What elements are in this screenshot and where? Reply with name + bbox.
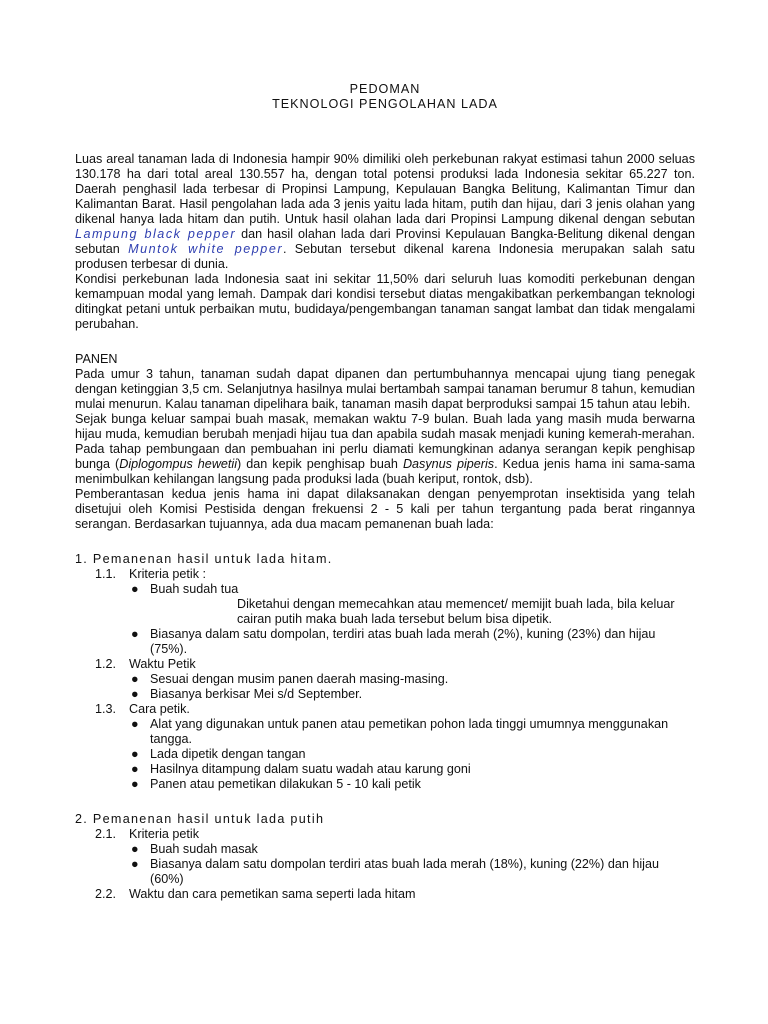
title-line-1: PEDOMAN <box>349 82 421 96</box>
subsection-1-2: 1.2. Waktu Petik <box>95 657 196 671</box>
lampung-black-pepper-term: Lampung black pepper <box>75 227 237 241</box>
section-2-title: 2. Pemanenan hasil untuk lada putih <box>75 812 325 826</box>
subsection-1-3: 1.3. Cara petik. <box>95 702 190 716</box>
list-item: ● Biasanya berkisar Mei s/d September. <box>131 687 363 701</box>
subsection-2-1: 2.1. Kriteria petik <box>95 827 199 841</box>
list-item: ● Hasilnya ditampung dalam suatu wadah atau karung goni <box>131 762 471 776</box>
intro-paragraph-2: Kondisi perkebunan lada Indonesia saat ini sekitar 11,50% dari seluruh luas komoditi perkebunan dengan kemampuan modal yang lemah. Dampak dari kondisi tersebut diatas mengakibatkan perkembangan teknologi ditingkat petani untuk perbaikan mutu, budidaya/pengembangan tanaman sangat lambat dan tidak mengalami perubahan. <box>75 272 695 331</box>
title-line-2: TEKNOLOGI PENGOLAHAN LADA <box>272 97 498 111</box>
panen-paragraph-3: Pemberantasan kedua jenis hama ini dapat dilaksanakan dengan penyemprotan insektisida yang telah disetujui oleh Komisi Pestisida dengan frekuensi 2 - 5 kali per tahun tergantung pada berat ringannya serangan. Berdasarkan tujuannya, ada dua macam pemanenan buah lada: <box>75 487 695 531</box>
document-page <box>75 82 695 902</box>
panen-heading: PANEN <box>75 352 118 366</box>
section-1-title: 1. Pemanenan hasil untuk lada hitam. <box>75 552 333 566</box>
list-item: ● Sesuai dengan musim panen daerah masing-masing. <box>131 672 449 686</box>
list-item: ● Panen atau pemetikan dilakukan 5 - 10 kali petik <box>131 777 421 791</box>
document-title <box>75 82 695 112</box>
muntok-white-pepper-term: Muntok white pepper <box>128 242 284 256</box>
list-item: ● Buah sudah masak <box>131 842 258 856</box>
list-item: ● Buah sudah tua <box>131 582 239 596</box>
list-item: ● Biasanya dalam satu dompolan terdiri atas buah lada merah (18%), kuning (22%) dan hijau (60%) <box>131 857 659 886</box>
subsection-1-1: 1.1. Kriteria petik : <box>95 567 206 581</box>
panen-paragraph-1: Pada umur 3 tahun, tanaman sudah dapat dipanen dan pertumbuhannya mencapai ujung tiang penegak dengan ketinggian 3,5 cm. Selanjutnya hasilnya mulai bertambah sampai tanaman berumur 8 tahun, kemudian mulai menurun. Kalau tanaman dipelihara baik, tanaman masih dapat berproduksi sampai 15 tahun atau lebih. <box>75 367 695 411</box>
panen-paragraph-2: Sejak bunga keluar sampai buah masak, memakan waktu 7-9 bulan. Buah lada yang masih muda berwarna hijau muda, kemudian berubah menjadi hijau tua dan apabila sudah masak menjadi kuning kemerah-merahan. Pada tahap pembungaan dan pembuahan ini perlu diamati kemungkinan adanya serangan kepik penghisap bunga (Diplogompus hewetii) dan kepik penghisap buah Dasynus piperis. Kedua jenis hama ini sama-sama menimbulkan kehilangan langsung pada produksi lada (buah keriput, rontok, dsb). <box>75 412 695 486</box>
list-item: ● Alat yang digunakan untuk panen atau pemetikan pohon lada tinggi umumnya menggunakan tangga. <box>131 717 669 746</box>
list-item-note: Diketahui dengan memecahkan atau memencet/ memijit buah lada, bila keluar cairan putih maka buah lada tersebut belum bisa dipetik. <box>237 597 675 626</box>
intro-paragraph-1: Luas areal tanaman lada di Indonesia hampir 90% dimiliki oleh perkebunan rakyat estimasi tahun 2000 seluas 130.178 ha dari total areal 130.557 ha, dengan total potensi produksi lada Indonesia sekitar 65.227 ton. Daerah penghasil lada terbesar di Propinsi Lampung, Kepulauan Bangka Belitung, Kalimantan Timur dan Kalimantan Barat. Hasil pengolahan lada ada 3 jenis yaitu lada hitam, putih dan hijau, dari 3 jenis olahan yang dikenal hanya lada hitam dan putih. Untuk hasil olahan lada dari Propinsi Lampung dikenal dengan sebutan Lampung black pepper dan hasil olahan lada dari Provinsi Kepulauan Bangka-Belitung dikenal dengan sebutan Muntok white pepper. Sebutan tersebut dikenal karena Indonesia merupakan salah satu produsen terbesar di dunia. <box>75 152 695 271</box>
subsection-2-2: 2.2. Waktu dan cara pemetikan sama seperti lada hitam <box>95 887 416 901</box>
list-item: ● Lada dipetik dengan tangan <box>131 747 306 761</box>
list-item: ● Biasanya dalam satu dompolan, terdiri atas buah lada merah (2%), kuning (23%) dan hijau (75%). <box>131 627 656 656</box>
